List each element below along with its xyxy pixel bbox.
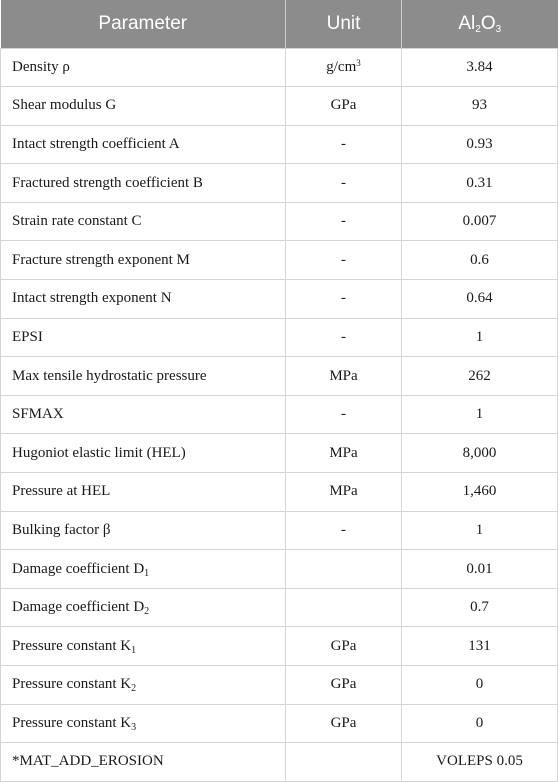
row-parameter: Pressure constant $K_2$: [1, 666, 286, 705]
table-row: [1, 511, 558, 550]
row-value: 1,460: [402, 473, 558, 512]
table-row: [1, 202, 558, 241]
row-value: 0.64: [402, 280, 558, 319]
row-value: 0.31: [402, 164, 558, 203]
row-value: 0: [402, 666, 558, 705]
row-parameter: EPSI: [1, 318, 286, 357]
row-value: 262: [402, 357, 558, 396]
row-value: 0.007: [402, 202, 558, 241]
row-unit: -: [286, 511, 402, 550]
row-parameter: Shear modulus G: [1, 87, 286, 126]
row-unit: [286, 550, 402, 589]
header-unit: Unit: [286, 0, 402, 48]
row-parameter: Max tensile hydrostatic pressure: [1, 357, 286, 396]
row-unit: -: [286, 202, 402, 241]
row-unit: GPa: [286, 704, 402, 743]
table-row: [1, 434, 558, 473]
table-row: [1, 395, 558, 434]
table-row: [1, 125, 558, 164]
table-row: [1, 743, 558, 782]
row-value: 0.6: [402, 241, 558, 280]
row-value: 0.93: [402, 125, 558, 164]
row-value: 0.7: [402, 588, 558, 627]
table-row: [1, 666, 558, 705]
table-row: [1, 164, 558, 203]
row-parameter: Bulking factor β: [1, 511, 286, 550]
row-value: 1: [402, 318, 558, 357]
row-parameter: Fracture strength exponent M: [1, 241, 286, 280]
row-parameter: SFMAX: [1, 395, 286, 434]
row-unit: MPa: [286, 434, 402, 473]
row-value: 1: [402, 511, 558, 550]
row-parameter: Intact strength coefficient A: [1, 125, 286, 164]
row-unit: GPa: [286, 666, 402, 705]
table-row: [1, 318, 558, 357]
row-value: VOLEPS 0.05: [402, 743, 558, 782]
table-row: [1, 473, 558, 512]
row-unit: GPa: [286, 87, 402, 126]
row-unit: GPa: [286, 627, 402, 666]
table-row: [1, 241, 558, 280]
row-parameter: Damage coefficient $D_2$: [1, 588, 286, 627]
table-row: [1, 48, 558, 87]
row-unit: -: [286, 241, 402, 280]
table-row: [1, 627, 558, 666]
row-parameter: Pressure constant $K_3$: [1, 704, 286, 743]
row-parameter: Intact strength exponent N: [1, 280, 286, 319]
row-parameter: Density ρ: [1, 48, 286, 87]
table-row: [1, 280, 558, 319]
header-parameter: Parameter: [1, 0, 286, 48]
row-unit: -: [286, 395, 402, 434]
row-parameter: Pressure constant $K_1$: [1, 627, 286, 666]
row-unit: -: [286, 164, 402, 203]
header-material: $Al_2O_3$: [458, 12, 502, 35]
row-unit: -: [286, 318, 402, 357]
row-value: 93: [402, 87, 558, 126]
row-value: 0: [402, 704, 558, 743]
row-value: 3.84: [402, 48, 558, 87]
row-value: 1: [402, 395, 558, 434]
row-unit: [286, 588, 402, 627]
row-unit: [286, 743, 402, 782]
row-value: 131: [402, 627, 558, 666]
row-parameter: *MAT_ADD_EROSION: [1, 743, 286, 782]
table-row: [1, 87, 558, 126]
row-unit: -: [286, 125, 402, 164]
table-row: [1, 357, 558, 396]
table-row: [1, 550, 558, 589]
row-parameter: Fractured strength coefficient B: [1, 164, 286, 203]
table-header-row: [1, 0, 558, 48]
table-row: [1, 704, 558, 743]
row-unit: MPa: [286, 357, 402, 396]
row-unit: -: [286, 280, 402, 319]
row-parameter: Pressure at HEL: [1, 473, 286, 512]
row-value: 0.01: [402, 550, 558, 589]
row-unit: MPa: [286, 473, 402, 512]
row-parameter: Damage coefficient $D_1$: [1, 550, 286, 589]
row-unit: $g/cm^3$: [286, 48, 402, 87]
row-parameter: Strain rate constant C: [1, 202, 286, 241]
table-row: [1, 588, 558, 627]
row-parameter: Hugoniot elastic limit (HEL): [1, 434, 286, 473]
row-value: 8,000: [402, 434, 558, 473]
